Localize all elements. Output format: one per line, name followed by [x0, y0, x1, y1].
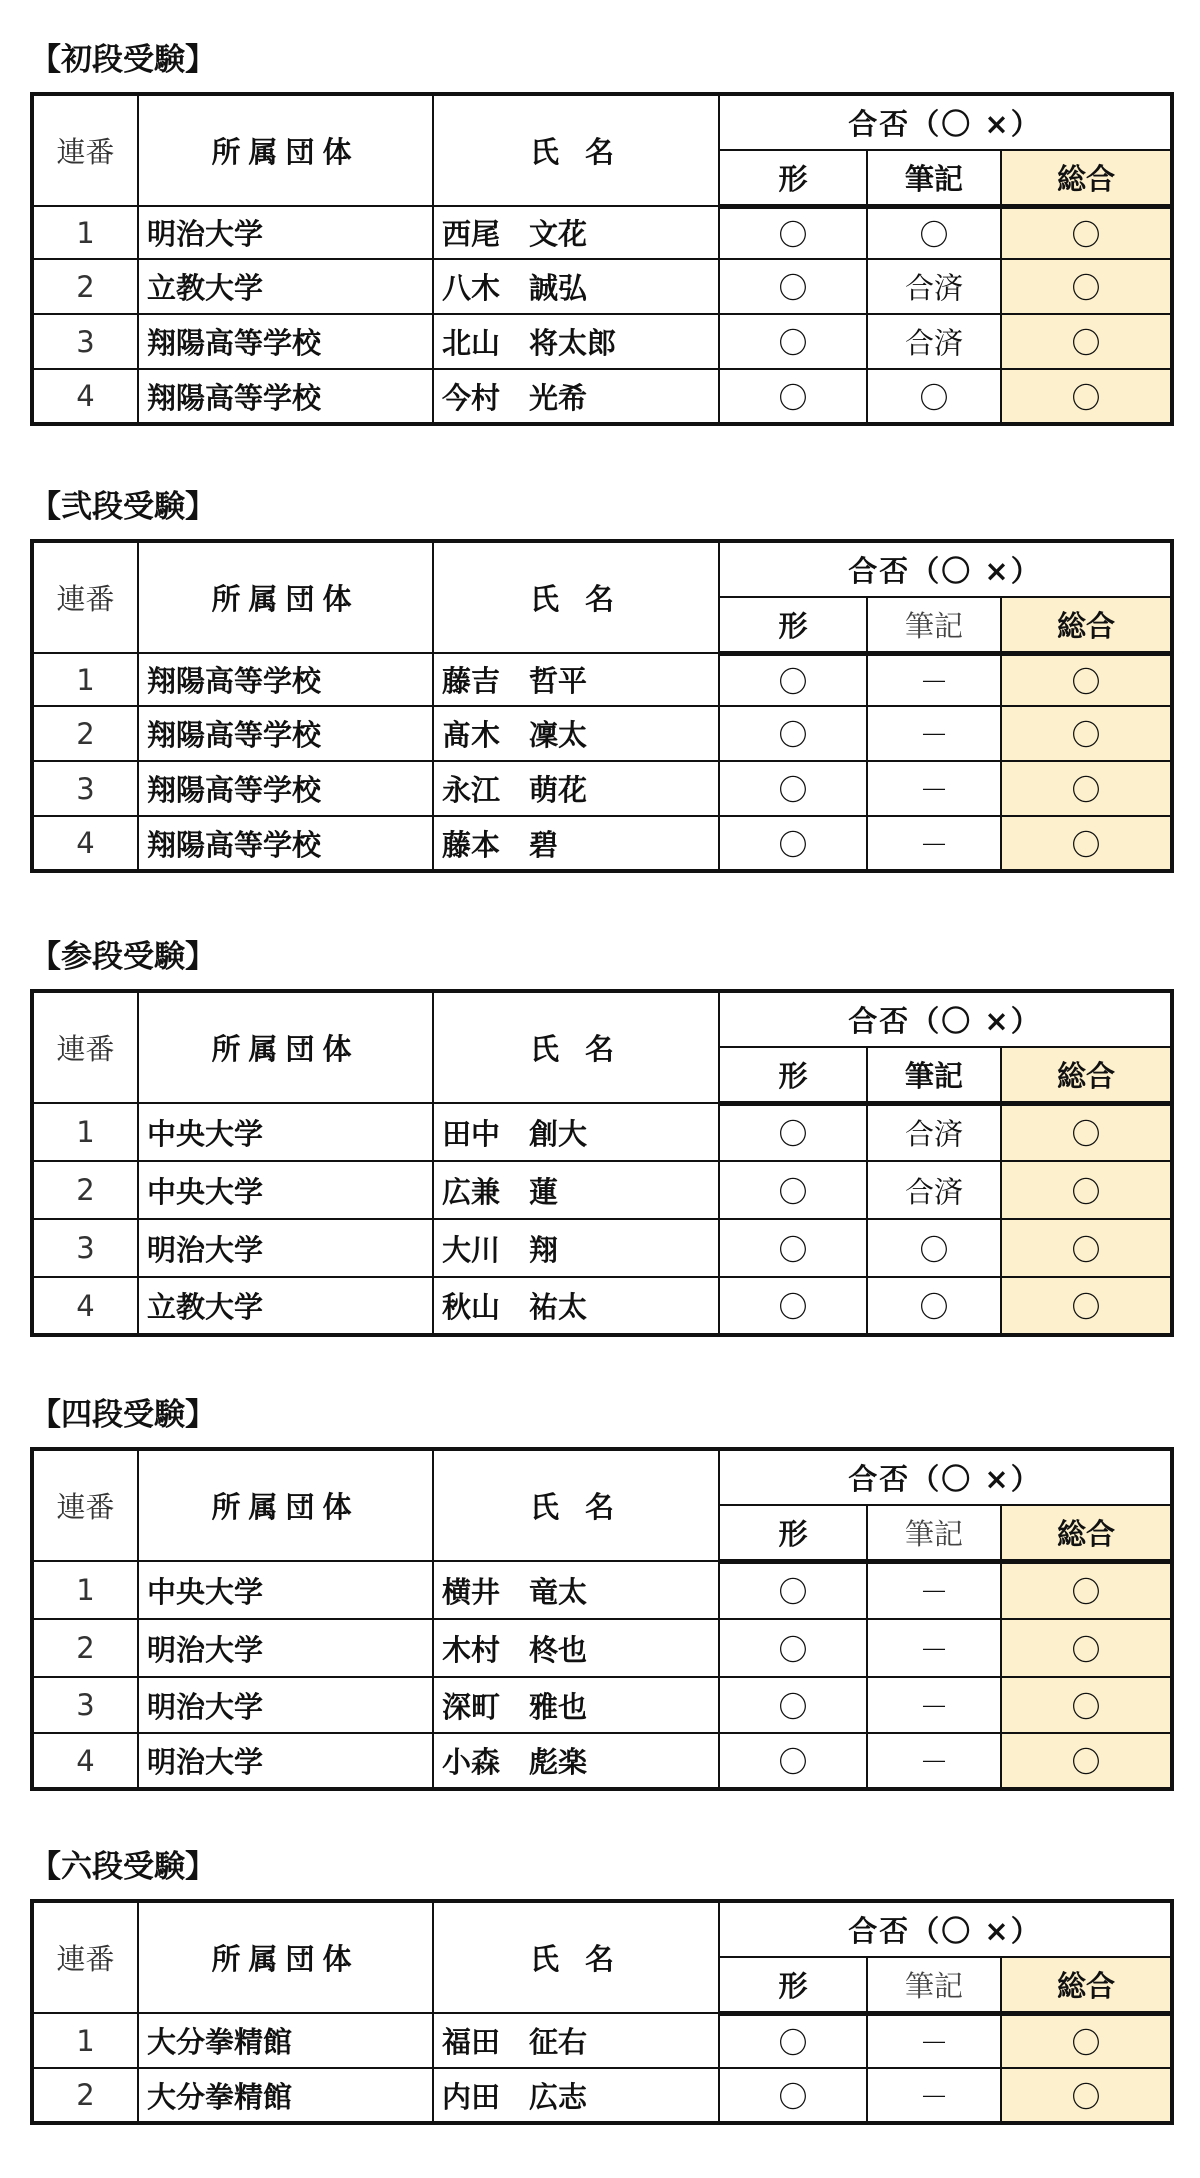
row-form-result: 〇 [719, 761, 867, 816]
row-form-result: 〇 [719, 2013, 867, 2068]
header-written: 筆記 [867, 1505, 1001, 1561]
row-organization: 立教大学 [138, 259, 433, 314]
row-organization: 中央大学 [138, 1103, 433, 1161]
row-total-result: 〇 [1001, 761, 1172, 816]
header-result: 合否（〇 ×） [719, 1449, 1172, 1505]
row-number: 4 [32, 1733, 138, 1789]
row-number: 1 [32, 653, 138, 706]
header-written: 筆記 [867, 1957, 1001, 2013]
row-name: 八木 誠弘 [433, 259, 719, 314]
row-total-result: 〇 [1001, 653, 1172, 706]
row-written-result: 合済 [867, 1103, 1001, 1161]
table-row [32, 761, 1172, 816]
header-form: 形 [719, 597, 867, 653]
row-organization: 翔陽高等学校 [138, 761, 433, 816]
row-name: 髙木 凜太 [433, 706, 719, 761]
row-form-result: 〇 [719, 1277, 867, 1335]
header-org: 所属団体 [138, 991, 433, 1103]
row-total-result: 〇 [1001, 206, 1172, 259]
header-row [32, 1449, 1172, 1505]
section-title: 【四段受験】 [30, 1397, 216, 1433]
header-no: 連番 [32, 541, 138, 653]
row-name: 深町 雅也 [433, 1677, 719, 1733]
row-form-result: 〇 [719, 706, 867, 761]
row-number: 2 [32, 2068, 138, 2123]
row-organization: 中央大学 [138, 1561, 433, 1619]
row-organization: 翔陽高等学校 [138, 314, 433, 369]
section-title: 【弐段受験】 [30, 489, 216, 525]
row-total-result: 〇 [1001, 369, 1172, 424]
row-written-result: 〇 [867, 369, 1001, 424]
row-number: 1 [32, 1561, 138, 1619]
table-row [32, 1619, 1172, 1677]
table-row [32, 2013, 1172, 2068]
row-total-result: 〇 [1001, 1219, 1172, 1277]
row-written-result: － [867, 2068, 1001, 2123]
row-written-result: 合済 [867, 314, 1001, 369]
row-number: 3 [32, 314, 138, 369]
row-total-result: 〇 [1001, 259, 1172, 314]
header-form: 形 [719, 1505, 867, 1561]
row-number: 3 [32, 761, 138, 816]
table-row [32, 1733, 1172, 1789]
table-row [32, 653, 1172, 706]
table-row [32, 314, 1172, 369]
row-total-result: 〇 [1001, 706, 1172, 761]
row-number: 1 [32, 206, 138, 259]
table-row [32, 1219, 1172, 1277]
row-total-result: 〇 [1001, 816, 1172, 871]
row-organization: 明治大学 [138, 1733, 433, 1789]
row-organization: 明治大学 [138, 206, 433, 259]
header-written: 筆記 [867, 150, 1001, 206]
header-row [32, 991, 1172, 1047]
row-form-result: 〇 [719, 259, 867, 314]
row-form-result: 〇 [719, 1103, 867, 1161]
header-name: 氏 名 [433, 94, 719, 206]
header-total: 総合 [1001, 1505, 1172, 1561]
row-organization: 大分拳精館 [138, 2013, 433, 2068]
table-row [32, 816, 1172, 871]
row-organization: 翔陽高等学校 [138, 653, 433, 706]
row-form-result: 〇 [719, 314, 867, 369]
header-no: 連番 [32, 991, 138, 1103]
header-name: 氏 名 [433, 1901, 719, 2013]
table-row [32, 1277, 1172, 1335]
row-number: 1 [32, 1103, 138, 1161]
table-row [32, 1677, 1172, 1733]
row-written-result: － [867, 1677, 1001, 1733]
row-organization: 明治大学 [138, 1219, 433, 1277]
table-row [32, 259, 1172, 314]
row-form-result: 〇 [719, 1619, 867, 1677]
row-written-result: － [867, 761, 1001, 816]
row-form-result: 〇 [719, 1219, 867, 1277]
row-number: 4 [32, 1277, 138, 1335]
header-name: 氏 名 [433, 1449, 719, 1561]
row-name: 藤本 碧 [433, 816, 719, 871]
row-name: 永江 萌花 [433, 761, 719, 816]
row-total-result: 〇 [1001, 1677, 1172, 1733]
header-row [32, 541, 1172, 597]
row-total-result: 〇 [1001, 1561, 1172, 1619]
results-table [30, 1899, 1174, 2125]
row-number: 3 [32, 1677, 138, 1733]
row-form-result: 〇 [719, 1561, 867, 1619]
table-row [32, 1103, 1172, 1161]
table-row [32, 1561, 1172, 1619]
results-table [30, 539, 1174, 873]
row-total-result: 〇 [1001, 1733, 1172, 1789]
row-name: 秋山 祐太 [433, 1277, 719, 1335]
section-title: 【参段受験】 [30, 939, 216, 975]
row-written-result: － [867, 706, 1001, 761]
row-form-result: 〇 [719, 1161, 867, 1219]
row-total-result: 〇 [1001, 314, 1172, 369]
row-written-result: 〇 [867, 1219, 1001, 1277]
header-no: 連番 [32, 1901, 138, 2013]
header-result: 合否（〇 ×） [719, 541, 1172, 597]
row-written-result: 合済 [867, 259, 1001, 314]
header-org: 所属団体 [138, 94, 433, 206]
row-written-result: 〇 [867, 206, 1001, 259]
row-organization: 翔陽高等学校 [138, 816, 433, 871]
row-organization: 立教大学 [138, 1277, 433, 1335]
row-number: 1 [32, 2013, 138, 2068]
row-number: 2 [32, 706, 138, 761]
header-name: 氏 名 [433, 991, 719, 1103]
row-organization: 翔陽高等学校 [138, 369, 433, 424]
header-total: 総合 [1001, 150, 1172, 206]
table-row [32, 1161, 1172, 1219]
header-written: 筆記 [867, 597, 1001, 653]
row-number: 2 [32, 259, 138, 314]
header-result: 合否（〇 ×） [719, 94, 1172, 150]
row-form-result: 〇 [719, 2068, 867, 2123]
row-written-result: － [867, 653, 1001, 706]
row-written-result: － [867, 2013, 1001, 2068]
header-org: 所属団体 [138, 541, 433, 653]
row-name: 木村 柊也 [433, 1619, 719, 1677]
table-row [32, 2068, 1172, 2123]
header-written: 筆記 [867, 1047, 1001, 1103]
header-row [32, 1901, 1172, 1957]
header-no: 連番 [32, 1449, 138, 1561]
row-written-result: 合済 [867, 1161, 1001, 1219]
row-name: 内田 広志 [433, 2068, 719, 2123]
row-name: 大川 翔 [433, 1219, 719, 1277]
row-name: 小森 彪楽 [433, 1733, 719, 1789]
row-form-result: 〇 [719, 816, 867, 871]
row-form-result: 〇 [719, 369, 867, 424]
results-table [30, 92, 1174, 426]
header-form: 形 [719, 1957, 867, 2013]
row-name: 福田 征右 [433, 2013, 719, 2068]
header-no: 連番 [32, 94, 138, 206]
header-form: 形 [719, 150, 867, 206]
row-number: 3 [32, 1219, 138, 1277]
row-total-result: 〇 [1001, 2013, 1172, 2068]
header-result: 合否（〇 ×） [719, 991, 1172, 1047]
header-total: 総合 [1001, 597, 1172, 653]
row-total-result: 〇 [1001, 1619, 1172, 1677]
row-form-result: 〇 [719, 653, 867, 706]
header-total: 総合 [1001, 1957, 1172, 2013]
header-result: 合否（〇 ×） [719, 1901, 1172, 1957]
row-name: 田中 創大 [433, 1103, 719, 1161]
row-total-result: 〇 [1001, 1103, 1172, 1161]
row-number: 4 [32, 369, 138, 424]
header-total: 総合 [1001, 1047, 1172, 1103]
row-total-result: 〇 [1001, 1161, 1172, 1219]
row-written-result: － [867, 816, 1001, 871]
row-name: 今村 光希 [433, 369, 719, 424]
row-written-result: － [867, 1561, 1001, 1619]
section-title: 【六段受験】 [30, 1849, 216, 1885]
row-name: 藤吉 哲平 [433, 653, 719, 706]
header-org: 所属団体 [138, 1449, 433, 1561]
table-row [32, 706, 1172, 761]
row-name: 横井 竜太 [433, 1561, 719, 1619]
table-row [32, 206, 1172, 259]
results-table [30, 1447, 1174, 1791]
row-written-result: 〇 [867, 1277, 1001, 1335]
row-organization: 明治大学 [138, 1619, 433, 1677]
row-number: 2 [32, 1619, 138, 1677]
row-name: 広兼 蓮 [433, 1161, 719, 1219]
row-form-result: 〇 [719, 206, 867, 259]
row-total-result: 〇 [1001, 1277, 1172, 1335]
header-row [32, 94, 1172, 150]
row-written-result: － [867, 1619, 1001, 1677]
header-name: 氏 名 [433, 541, 719, 653]
row-organization: 中央大学 [138, 1161, 433, 1219]
row-name: 北山 将太郎 [433, 314, 719, 369]
header-org: 所属団体 [138, 1901, 433, 2013]
header-form: 形 [719, 1047, 867, 1103]
row-form-result: 〇 [719, 1677, 867, 1733]
row-number: 4 [32, 816, 138, 871]
row-form-result: 〇 [719, 1733, 867, 1789]
results-table [30, 989, 1174, 1337]
row-written-result: － [867, 1733, 1001, 1789]
row-name: 西尾 文花 [433, 206, 719, 259]
table-row [32, 369, 1172, 424]
row-organization: 大分拳精館 [138, 2068, 433, 2123]
section-title: 【初段受験】 [30, 42, 216, 78]
row-organization: 翔陽高等学校 [138, 706, 433, 761]
row-organization: 明治大学 [138, 1677, 433, 1733]
row-total-result: 〇 [1001, 2068, 1172, 2123]
row-number: 2 [32, 1161, 138, 1219]
